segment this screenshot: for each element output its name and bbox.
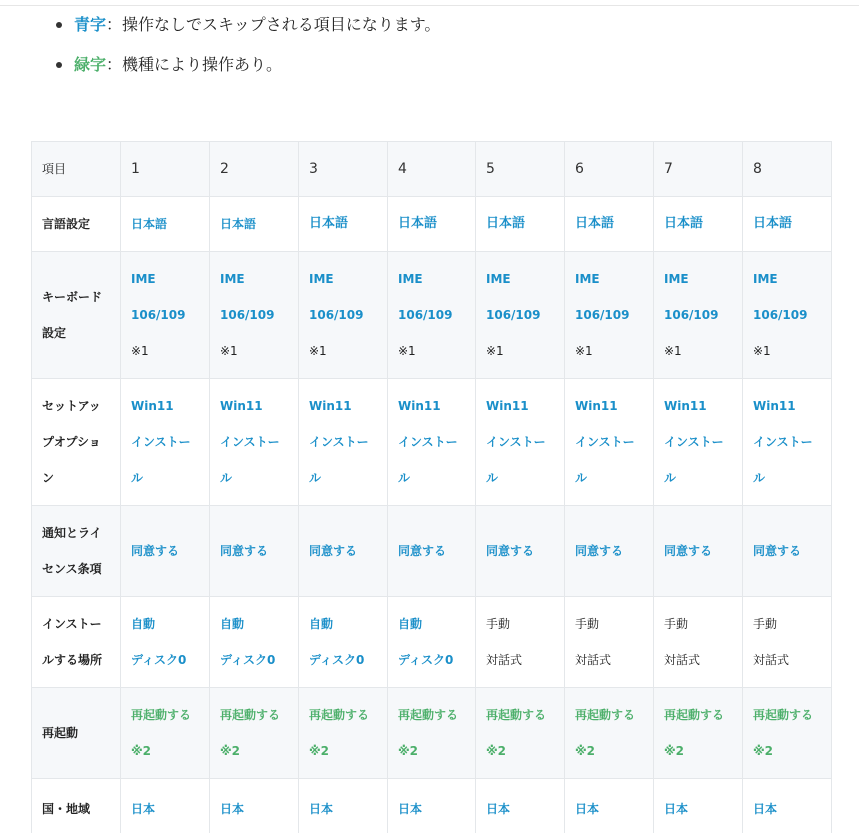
legend-blue-key: 青字	[74, 15, 107, 34]
cell-line: 再起動する	[575, 708, 636, 722]
row-label	[32, 506, 121, 597]
row-label-line: 設定	[42, 326, 67, 340]
cell-line: IME	[753, 272, 778, 286]
table-cell	[299, 597, 388, 688]
cell-line: ディスク0	[220, 653, 276, 667]
cell-line: ル	[753, 471, 766, 485]
table-row-region	[32, 779, 832, 833]
table-cell	[210, 688, 299, 779]
cell-note: ※1	[131, 344, 149, 358]
table-cell	[210, 252, 299, 379]
table-cell: 日本	[743, 779, 832, 833]
column-header: 8	[743, 142, 832, 197]
legend-green-key: 緑字	[74, 55, 107, 74]
table-row-reboot	[32, 688, 832, 779]
row-label: 国・地域	[32, 779, 121, 833]
row-label	[32, 379, 121, 506]
row-label-line: センス条項	[42, 562, 102, 576]
cell-line: ディスク0	[309, 653, 365, 667]
table-cell: 日本語	[210, 197, 299, 252]
cell-line: 自動	[309, 617, 334, 631]
cell-line: 106/109	[753, 308, 808, 322]
row-label	[32, 252, 121, 379]
cell-line: IME	[575, 272, 600, 286]
table-cell	[299, 379, 388, 506]
cell-line: 106/109	[131, 308, 186, 322]
table-cell: 同意する	[388, 506, 476, 597]
cell-line: 手動	[753, 617, 778, 631]
cell-note: ※1	[664, 344, 682, 358]
table-cell: 同意する	[565, 506, 654, 597]
table-cell	[476, 252, 565, 379]
table-cell	[121, 379, 210, 506]
cell-line: 手動	[575, 617, 600, 631]
table-cell: 日本	[565, 779, 654, 833]
column-header: 2	[210, 142, 299, 197]
row-label: 再起動	[32, 688, 121, 779]
column-header: 3	[299, 142, 388, 197]
cell-note: ※1	[309, 344, 327, 358]
cell-line: IME	[486, 272, 511, 286]
legend-item-green	[52, 53, 440, 93]
row-label-line: インストー	[42, 617, 102, 631]
cell-line: 再起動する	[220, 708, 281, 722]
table-cell: 日本語	[565, 197, 654, 252]
cell-note: ※2	[309, 744, 330, 758]
row-label-line: 通知とライ	[42, 526, 102, 540]
table-cell: 日本	[210, 779, 299, 833]
table-cell	[210, 379, 299, 506]
cell-line: 手動	[486, 617, 511, 631]
table-cell	[565, 688, 654, 779]
cell-line: 106/109	[575, 308, 630, 322]
cell-line: インストー	[753, 435, 813, 449]
table-cell	[388, 252, 476, 379]
table-cell	[388, 597, 476, 688]
cell-line: 再起動する	[486, 708, 547, 722]
table-cell	[210, 597, 299, 688]
table-cell: 日本語	[476, 197, 565, 252]
row-label-line: セットアッ	[42, 399, 101, 413]
cell-line: 再起動する	[753, 708, 814, 722]
cell-line: Win11	[664, 399, 707, 413]
cell-line: IME	[664, 272, 689, 286]
table-cell: 日本語	[654, 197, 743, 252]
column-header: 6	[565, 142, 654, 197]
table-cell: 同意する	[654, 506, 743, 597]
table-cell	[654, 252, 743, 379]
table-cell	[654, 379, 743, 506]
cell-line: IME	[309, 272, 334, 286]
cell-line: 再起動する	[664, 708, 725, 722]
cell-note: ※1	[220, 344, 238, 358]
table-cell: 同意する	[210, 506, 299, 597]
cell-note: ※1	[486, 344, 504, 358]
table-cell	[565, 597, 654, 688]
column-header: 4	[388, 142, 476, 197]
table-cell: 日本語	[299, 197, 388, 252]
cell-line: 対話式	[575, 653, 612, 667]
cell-line: Win11	[309, 399, 352, 413]
table-cell	[654, 688, 743, 779]
cell-line: 自動	[398, 617, 423, 631]
table-cell: 日本	[654, 779, 743, 833]
table-cell	[565, 379, 654, 506]
cell-note: ※2	[131, 744, 152, 758]
cell-line: ル	[220, 471, 233, 485]
table-cell	[743, 379, 832, 506]
cell-line: ル	[664, 471, 677, 485]
cell-note: ※1	[575, 344, 593, 358]
cell-note: ※2	[664, 744, 685, 758]
table-cell	[299, 252, 388, 379]
cell-line: 自動	[220, 617, 245, 631]
cell-line: 自動	[131, 617, 156, 631]
table-cell	[565, 252, 654, 379]
table-cell	[476, 688, 565, 779]
table-cell	[476, 597, 565, 688]
table-cell: 日本	[388, 779, 476, 833]
cell-line: インストー	[664, 435, 724, 449]
column-header: 5	[476, 142, 565, 197]
cell-line: 106/109	[398, 308, 453, 322]
cell-line: 対話式	[753, 653, 790, 667]
cell-line: インストー	[309, 435, 369, 449]
cell-line: 106/109	[220, 308, 275, 322]
table-cell: 日本	[299, 779, 388, 833]
legend-green-text: ：機種により操作あり。	[106, 55, 283, 74]
cell-line: 106/109	[486, 308, 541, 322]
cell-note: ※2	[575, 744, 596, 758]
table-cell	[743, 597, 832, 688]
cell-line: インストー	[486, 435, 546, 449]
cell-line: 対話式	[486, 653, 523, 667]
row-label: 言語設定	[32, 197, 121, 252]
row-label-line: プオプショ	[42, 435, 101, 449]
table-cell: 日本語	[743, 197, 832, 252]
table-cell	[654, 597, 743, 688]
cell-line: IME	[398, 272, 423, 286]
cell-line: ディスク0	[131, 653, 187, 667]
cell-line: インストー	[220, 435, 280, 449]
cell-line: 再起動する	[398, 708, 459, 722]
table-cell	[388, 379, 476, 506]
row-label	[32, 597, 121, 688]
cell-line: Win11	[220, 399, 263, 413]
bullet-icon	[56, 62, 62, 68]
table-cell: 日本	[476, 779, 565, 833]
cell-line: インストー	[131, 435, 191, 449]
cell-line: IME	[220, 272, 245, 286]
cell-line: Win11	[575, 399, 618, 413]
column-header: 7	[654, 142, 743, 197]
table-cell	[121, 688, 210, 779]
cell-line: インストー	[398, 435, 458, 449]
table-row-keyboard	[32, 252, 832, 379]
cell-line: 再起動する	[309, 708, 370, 722]
cell-line: 106/109	[664, 308, 719, 322]
table-cell: 同意する	[476, 506, 565, 597]
cell-note: ※1	[753, 344, 771, 358]
cell-line: ル	[398, 471, 411, 485]
table-cell	[743, 252, 832, 379]
table-row-setup-option	[32, 379, 832, 506]
header-label: 項目	[32, 142, 121, 197]
cell-note: ※2	[220, 744, 241, 758]
cell-note: ※2	[398, 744, 419, 758]
row-label-line: キーボード	[42, 290, 103, 304]
cell-line: 手動	[664, 617, 689, 631]
row-label-line: ン	[42, 471, 55, 485]
color-legend	[52, 13, 440, 93]
table-cell	[476, 379, 565, 506]
cell-line: 対話式	[664, 653, 701, 667]
cell-line: 106/109	[309, 308, 364, 322]
table-header-row	[32, 142, 832, 197]
table-cell: 日本語	[388, 197, 476, 252]
cell-line: ル	[486, 471, 499, 485]
bullet-icon	[56, 22, 62, 28]
cell-line: インストー	[575, 435, 635, 449]
cell-note: ※2	[753, 744, 774, 758]
column-header: 1	[121, 142, 210, 197]
table-row-install-location	[32, 597, 832, 688]
table-cell: 同意する	[743, 506, 832, 597]
table-cell	[388, 688, 476, 779]
table-cell	[121, 252, 210, 379]
cell-line: ル	[575, 471, 588, 485]
table-cell: 同意する	[299, 506, 388, 597]
table-row-language	[32, 197, 832, 252]
table-cell	[743, 688, 832, 779]
cell-line: ル	[309, 471, 322, 485]
table-cell	[121, 597, 210, 688]
table-row-license	[32, 506, 832, 597]
row-label-line: ルする場所	[42, 653, 103, 667]
table-cell: 日本語	[121, 197, 210, 252]
settings-table	[31, 141, 832, 833]
cell-line: Win11	[131, 399, 174, 413]
legend-blue-text: ：操作なしでスキップされる項目になります。	[106, 15, 441, 34]
cell-line: ディスク0	[398, 653, 454, 667]
cell-line: IME	[131, 272, 156, 286]
cell-line: Win11	[753, 399, 796, 413]
cell-note: ※1	[398, 344, 416, 358]
legend-item-blue	[52, 13, 440, 53]
table-cell: 日本	[121, 779, 210, 833]
cell-line: 再起動する	[131, 708, 192, 722]
cell-line: Win11	[486, 399, 529, 413]
divider	[0, 5, 859, 6]
table-cell: 同意する	[121, 506, 210, 597]
cell-line: Win11	[398, 399, 441, 413]
table-cell	[299, 688, 388, 779]
cell-note: ※2	[486, 744, 507, 758]
cell-line: ル	[131, 471, 144, 485]
